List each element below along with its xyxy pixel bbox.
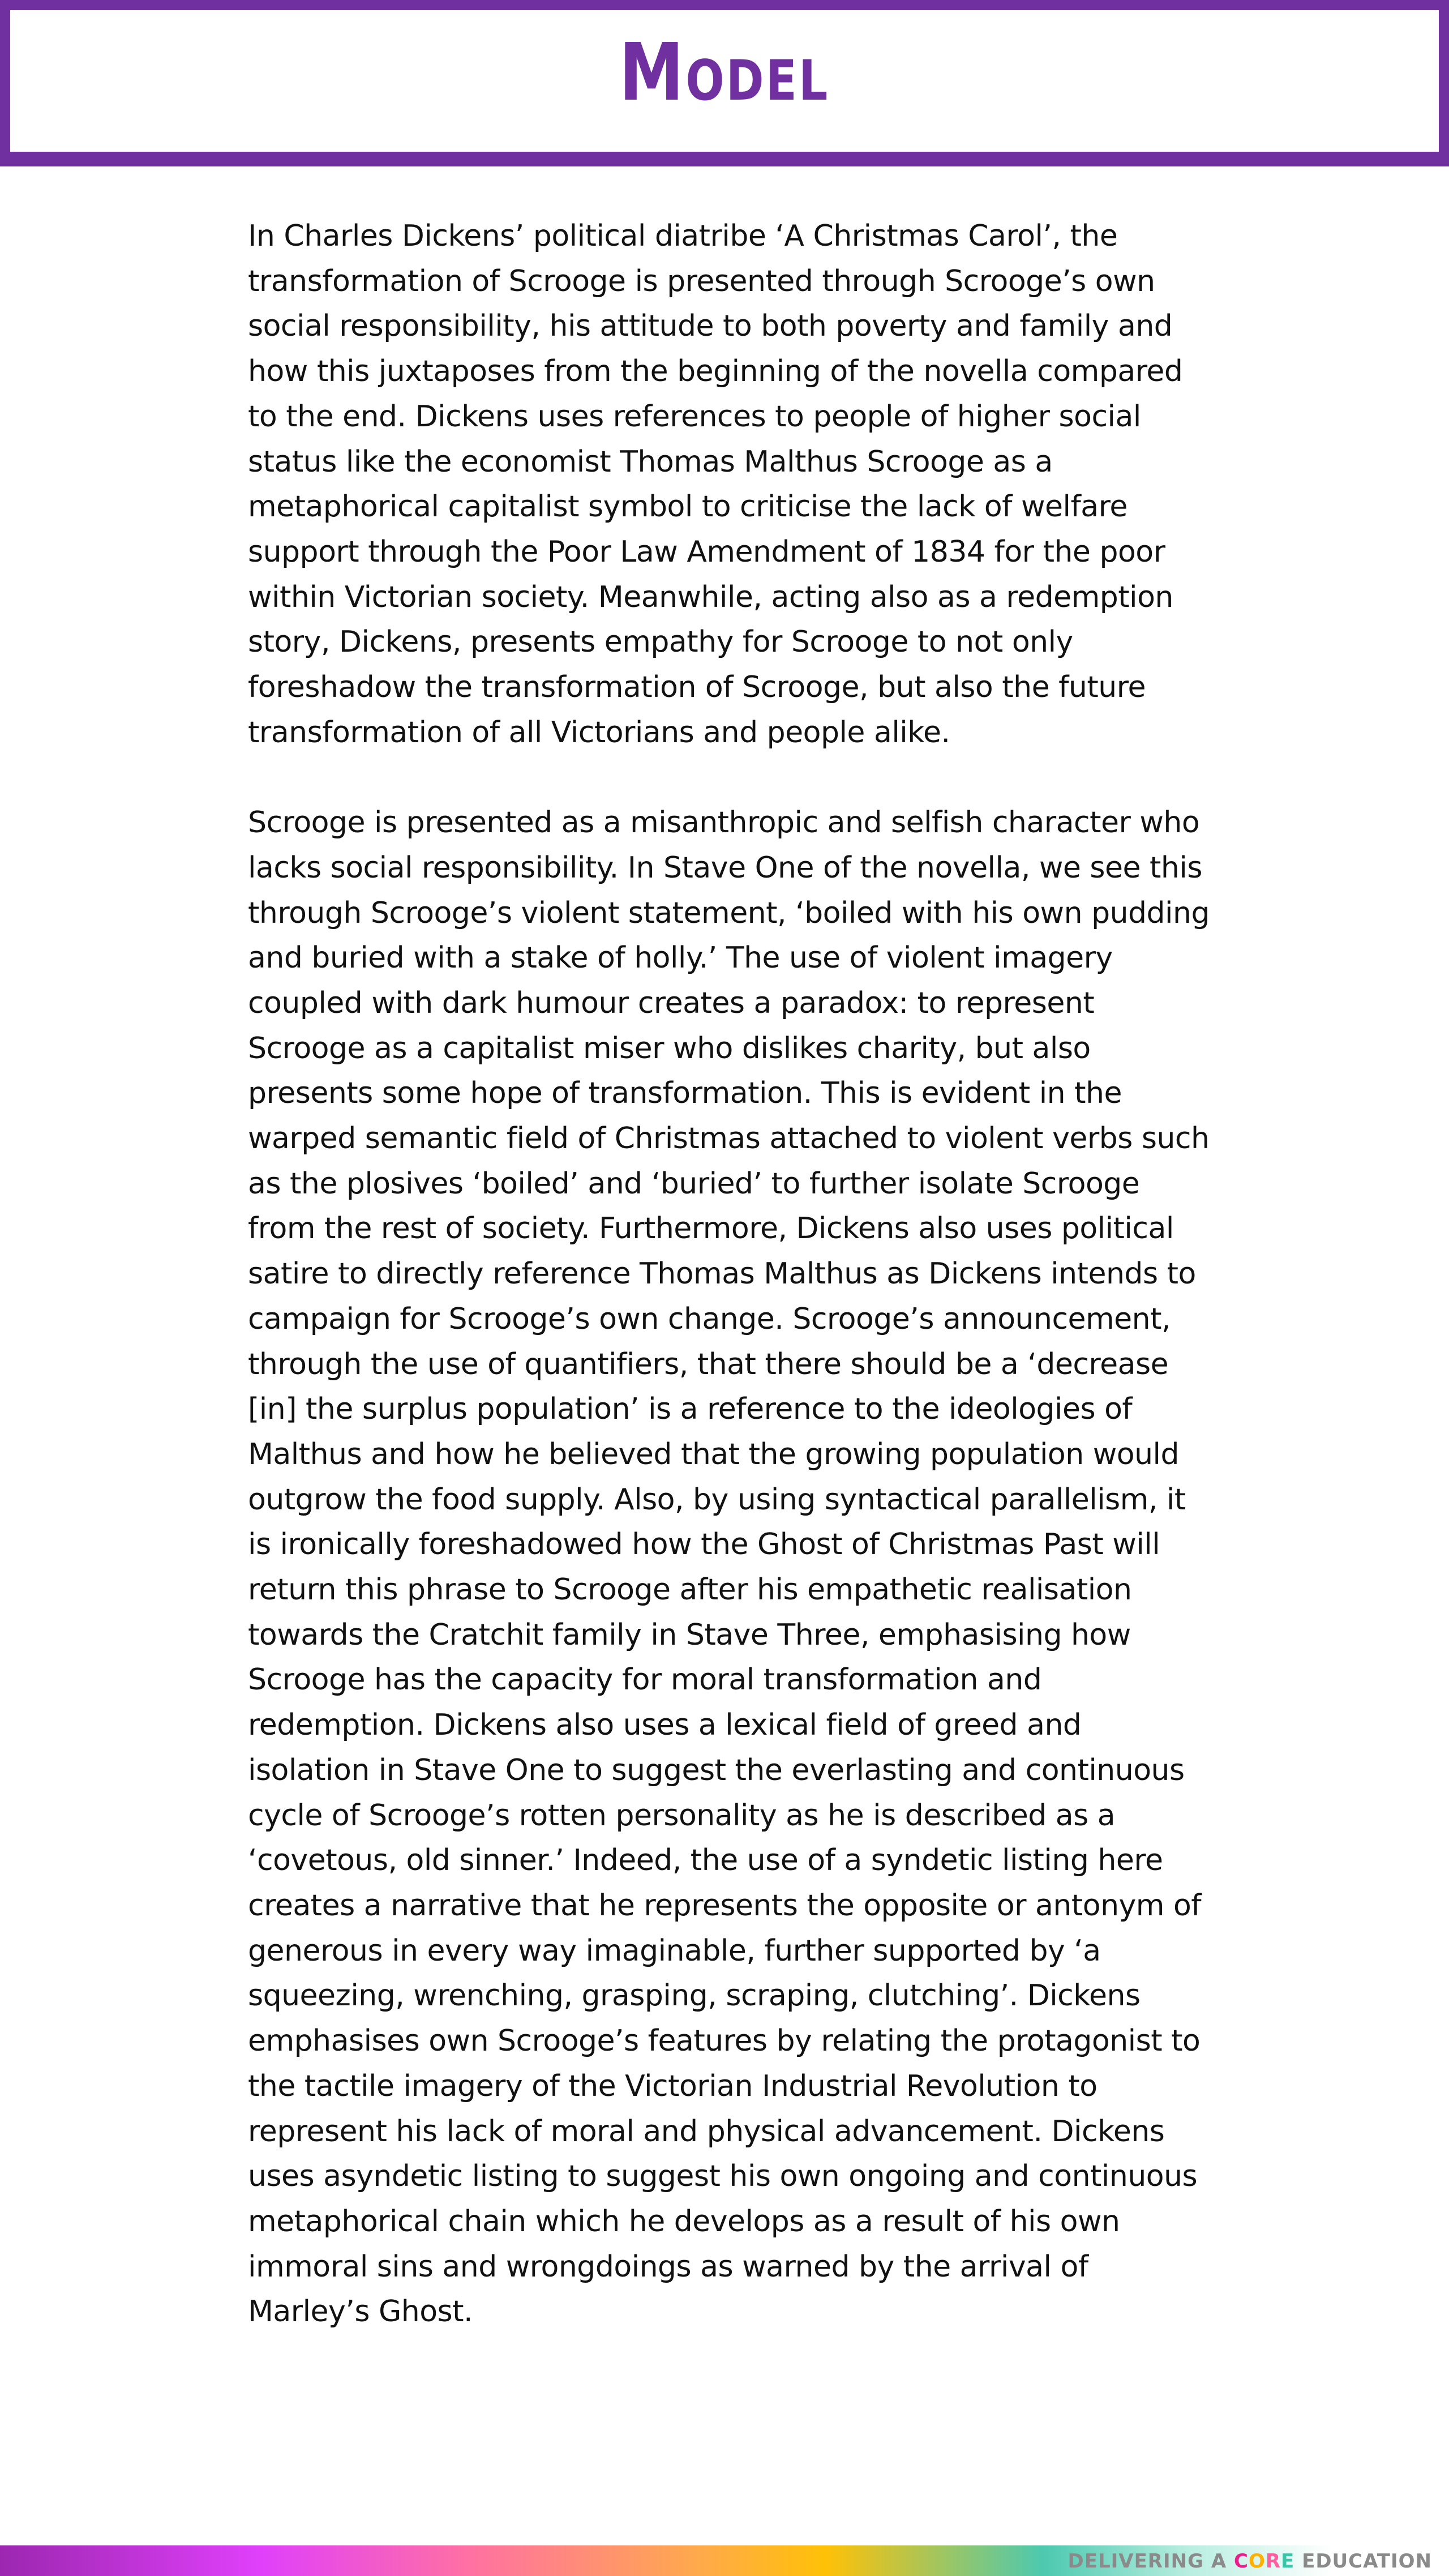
brand-core-o: O [1248, 2550, 1266, 2573]
brand-suffix: EDUCATION [1294, 2550, 1432, 2573]
brand-prefix: DELIVERING A [1068, 2550, 1234, 2573]
footer-brand-logo [1068, 2550, 1433, 2573]
essay-body [248, 214, 1210, 2380]
brand-core-r: R [1265, 2550, 1281, 2573]
paragraph-analysis: Scrooge is presented as a misanthropic and selfish character who lacks social responsibility. In Stave One of the novella, we see this through Scrooge’s violent statement, ‘boiled with his own pudding and buried with a stake of holly.’ The use of violent imagery coupled with dark humour creates a paradox: to represent Scrooge as a capitalist miser who dislikes charity, but also presents some hope of transformation. This is evident in the warped semantic field of Christmas attached to violent verbs such as the plosives ‘boiled’ and ‘buried’ to further isolate Scrooge from the rest of society. Furthermore, Dickens also uses political satire to directly reference Thomas Malthus as Dickens intends to campaign for Scrooge’s own change. Scrooge’s announcement, through the use of quantifiers, that there should be a ‘decrease [in] the surplus population’ is a reference to the ideologies of Malthus and how he believed that the growing population would outgrow the food supply. Also, by using syntactical parallelism, it is ironically foreshadowed how the Ghost of Christmas Past will return this phrase to Scrooge after his empathetic realisation towards the Cratchit family in Stave Three, emphasising how Scrooge has the capacity for moral transformation and redemption. Dickens also uses a lexical field of greed and isolation in Stave One to suggest the everlasting and continuous cycle of Scrooge’s rotten personality as he is described as a ‘covetous, old sinner.’ Indeed, the use of a syndetic listing here creates a narrative that he represents the opposite or antonym of generous in every way imaginable, further supported by ‘a squeezing, wrenching, grasping, scraping, clutching’. Dickens emphasises own Scrooge’s features by relating the protagonist to the tactile imagery of the Victorian Industrial Revolution to represent his lack of moral and physical advancement. Dickens uses asyndetic listing to suggest his own ongoing and continuous metaphorical chain which he develops as a result of his own immoral sins and wrongdoings as warned by the arrival of Marley’s Ghost. [248, 806, 1210, 2329]
brand-core-c: C [1233, 2550, 1249, 2573]
title-banner [0, 0, 1449, 166]
brand-core-e: E [1281, 2550, 1295, 2573]
page-title: Model [619, 27, 830, 119]
paragraph-introduction: In Charles Dickens’ political diatribe ‘A Christmas Carol’, the transformation of Scrooge is presented through Scrooge’s own social responsibility, his attitude to both poverty and family and how this juxtaposes from the beginning of the novella compared to the end. Dickens uses references to people of higher social status like the economist Thomas Malthus Scrooge as a metaphorical capitalist symbol to criticise the lack of welfare support through the Poor Law Amendment of 1834 for the poor within Victorian society. Meanwhile, acting also as a redemption story, Dickens, presents empathy for Scrooge to not only foreshadow the transformation of Scrooge, but also the future transformation of all Victorians and people alike. [248, 219, 1183, 750]
